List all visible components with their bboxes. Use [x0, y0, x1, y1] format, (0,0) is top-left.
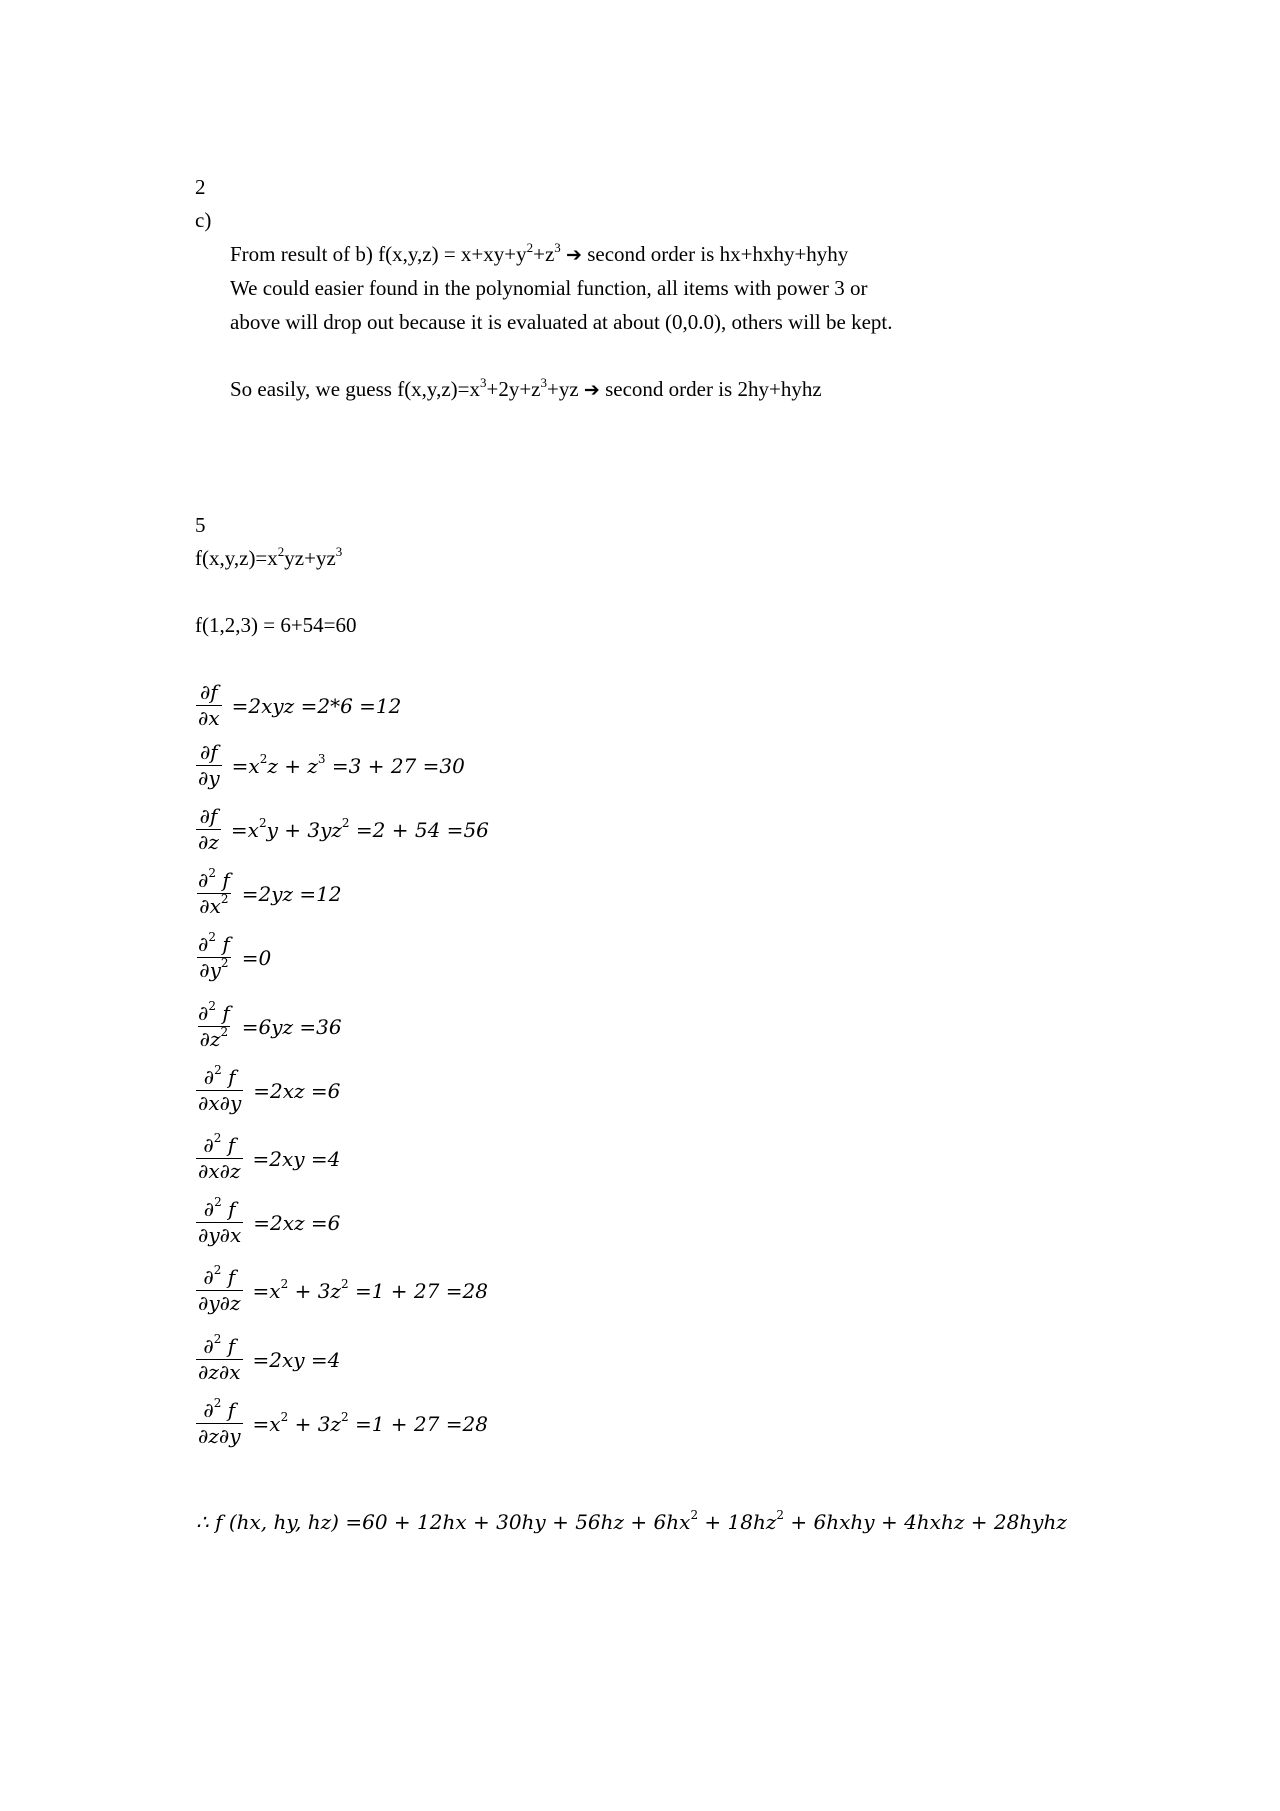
function-evaluation: f(1,2,3) = 6+54=60	[195, 613, 357, 637]
q2-line-2: We could easier found in the polynomial function, all items with power 3 or	[230, 276, 868, 300]
derivative-df-dy: $\frac{\partial f}{\partial y}$ $=x^2z + z^3 =3 + 27 =30$	[198, 740, 465, 790]
derivative-d2f-dzdy: $\frac{\partial^2 f}{\partial z\partial y}$ $=x^2 + 3z^2 =1 + 27 =28$	[198, 1396, 488, 1448]
q2-line-4: So easily, we guess $f(x,y,z)=x^3+2y+z^3+yz$ ➔ second order is 2hy+hyhz	[230, 375, 822, 401]
derivative-d2f-dy2: $\frac{\partial^2 f}{\partial y^2}$ =0	[198, 930, 272, 982]
derivative-d2f-dzdx: $\frac{\partial^2 f}{\partial z\partial x}$ =2xy =4	[198, 1332, 341, 1384]
question-number-2: 2	[195, 175, 206, 199]
derivative-d2f-dydx: $\frac{\partial^2 f}{\partial y\partial x}$ =2xz =6	[198, 1195, 341, 1247]
derivative-df-dz: $\frac{\partial f}{\partial z}$ $=x^2y + 3yz^2 =2 + 54 =56$	[198, 804, 489, 854]
derivative-d2f-dxdy: $\frac{\partial^2 f}{\partial x\partial y}$ =2xz =6	[198, 1063, 341, 1115]
derivative-df-dx: $\frac{\partial f}{\partial x}$ =2xyz =2*6 =12	[198, 680, 402, 730]
right-arrow-icon: ➔	[566, 244, 582, 266]
q2-line-1: From result of b) $f(x,y,z) = x+xy+y^2+z^3$ ➔ second order is hx+hxhy+hyhy	[230, 240, 849, 266]
function-definition: $f(x,y,z)=x^2yz+yz^3$	[195, 544, 343, 570]
part-label-c: c)	[195, 208, 212, 232]
q2-line-3: above will drop out because it is evaluated at about (0,0.0), others will be kept.	[230, 310, 893, 334]
final-taylor-expansion: ∴ f (hx, hy, $hz) =60 + 12hx + 30hy + 56hz + 6hx^2 + 18hz^2$ + 6hxhy + 4hxhz + 28hyhz	[196, 1508, 1067, 1534]
derivative-d2f-dxdz: $\frac{\partial^2 f}{\partial x\partial z}$ =2xy =4	[198, 1131, 341, 1183]
derivative-d2f-dydz: $\frac{\partial^2 f}{\partial y\partial z}$ $=x^2 + 3z^2 =1 + 27 =28$	[198, 1263, 488, 1315]
right-arrow-icon: ➔	[583, 379, 600, 401]
question-number-5: 5	[195, 513, 206, 537]
derivative-d2f-dx2: $\frac{\partial^2 f}{\partial x^2}$ =2yz =12	[198, 866, 342, 918]
derivative-d2f-dz2: $\frac{\partial^2 f}{\partial z^2}$ =6yz =36	[198, 999, 342, 1051]
